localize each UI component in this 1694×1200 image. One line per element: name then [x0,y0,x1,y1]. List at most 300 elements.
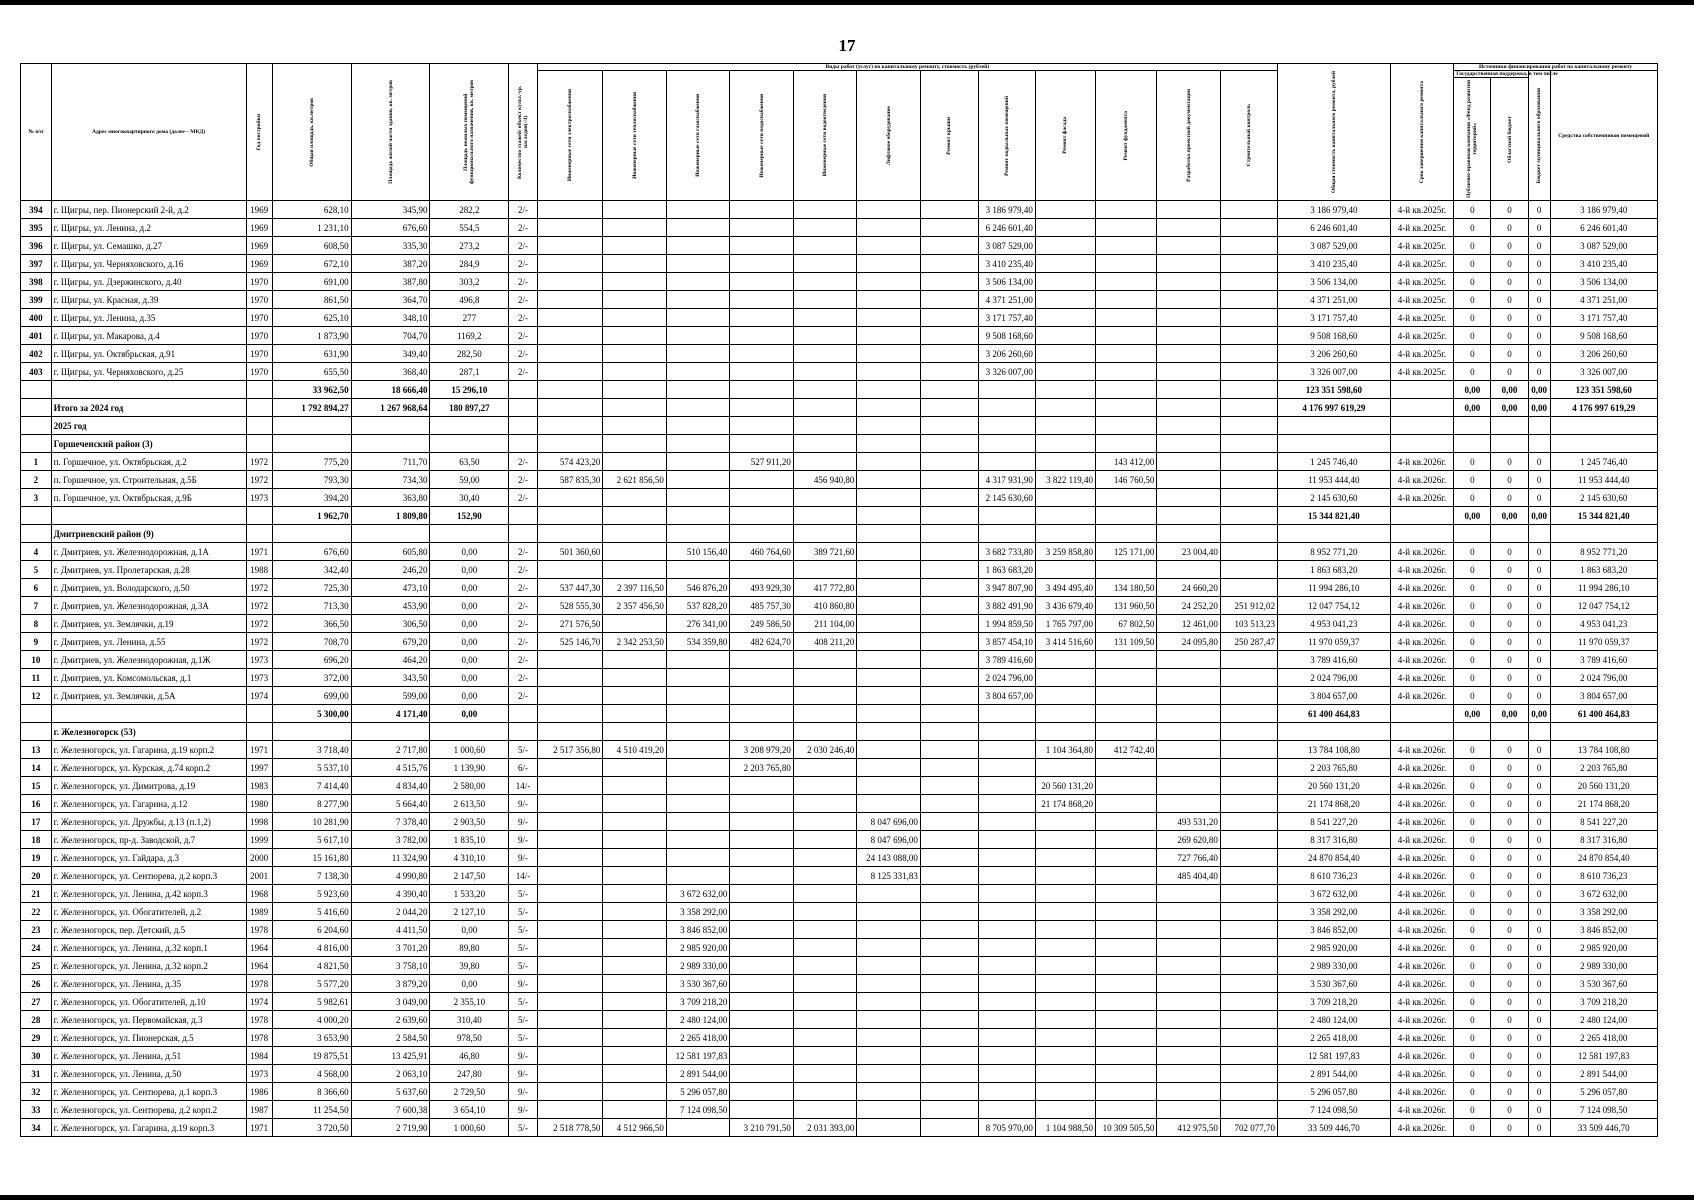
row-number: 402 [21,345,52,363]
row-living-area: 679,20 [351,633,430,651]
row-nonres-area: 0,00 [430,543,509,561]
row-owners: 3 789 416,60 [1550,651,1657,669]
row-work-7: 2 145 630,60 [978,489,1035,507]
row-work-8 [1035,345,1095,363]
row-floors: 9/- [509,813,537,831]
row-work-10 [1157,903,1221,921]
row-term: 4-й кв.2026г. [1390,885,1454,903]
row-work-10 [1157,489,1221,507]
section-empty [1491,723,1528,741]
row-floors: 9/- [509,1083,537,1101]
subtotal-work-4 [793,381,857,399]
row-term: 4-й кв.2026г. [1390,975,1454,993]
row-work-10 [1157,885,1221,903]
row-work-9 [1096,345,1157,363]
row-work-8: 1 104 988,50 [1035,1119,1095,1137]
row-work-1: 4 512 966,50 [603,1119,667,1137]
row-work-1 [603,867,667,885]
row-work-5 [857,669,921,687]
subtotal-work-11 [1220,507,1277,525]
row-work-4 [793,1047,857,1065]
row-total-area: 5 416,60 [272,903,351,921]
table-row [21,561,1658,579]
header-nonres-area: Площадь нежилых помещений функционального назначения, кв. метров [463,79,476,185]
row-term: 4-й кв.2026г. [1390,633,1454,651]
row-work-7 [978,921,1035,939]
row-term: 4-й кв.2026г. [1390,867,1454,885]
row-work-2: 534 359,80 [666,633,730,651]
row-total-area: 672,10 [272,255,351,273]
row-total-area: 775,20 [272,453,351,471]
row-total-cost: 11 970 059,37 [1277,633,1390,651]
row-work-10: 23 004,40 [1157,543,1221,561]
row-number: 396 [21,237,52,255]
row-public-law: 0 [1454,1101,1491,1119]
row-work-2 [666,345,730,363]
row-work-11 [1220,579,1277,597]
row-municipal: 0 [1528,993,1550,1011]
table-row [21,201,1658,219]
row-work-10 [1157,255,1221,273]
header-floors: Количество этажей/ объект культ.-ур. наследия(-/1) [516,85,529,179]
row-work-6 [920,219,978,237]
row-floors: 2/- [509,669,537,687]
table-row [21,615,1658,633]
row-year: 1970 [246,345,272,363]
row-year: 1971 [246,543,272,561]
row-owners: 1 245 746,40 [1550,453,1657,471]
row-work-3 [730,273,794,291]
row-work-4: 2 030 246,40 [793,741,857,759]
subtotal-label [51,507,246,525]
row-work-0 [537,993,603,1011]
row-work-3 [730,291,794,309]
subtotal-work-6 [920,507,978,525]
row-work-7 [978,1047,1035,1065]
row-work-2: 3 709 218,20 [666,993,730,1011]
row-public-law: 0 [1454,939,1491,957]
row-work-2: 2 989 330,00 [666,957,730,975]
row-address: г. Железногорск, ул. Первомайская, д.3 [51,1011,246,1029]
row-work-1 [603,615,667,633]
row-year: 1978 [246,921,272,939]
row-owners: 3 804 657,00 [1550,687,1657,705]
row-address: г. Щигры, ул. Ленина, д.35 [51,309,246,327]
row-work-8 [1035,867,1095,885]
subtotal-owners: 15 344 821,40 [1550,507,1657,525]
row-total-cost: 2 145 630,60 [1277,489,1390,507]
row-work-10: 269 620,80 [1157,831,1221,849]
row-public-law: 0 [1454,579,1491,597]
row-work-1: 2 357 456,50 [603,597,667,615]
row-work-3 [730,921,794,939]
row-nonres-area: 4 310,10 [430,849,509,867]
row-work-10 [1157,939,1221,957]
row-work-8 [1035,561,1095,579]
row-owners: 3 186 979,40 [1550,201,1657,219]
row-work-0 [537,813,603,831]
row-municipal: 0 [1528,885,1550,903]
row-number: 10 [21,651,52,669]
table-row [21,633,1658,651]
row-living-area: 246,20 [351,561,430,579]
header-regional: Областной бюджет [1506,115,1513,163]
row-work-3: 3 208 979,20 [730,741,794,759]
row-total-cost: 9 508 168,60 [1277,327,1390,345]
row-work-5 [857,471,921,489]
row-public-law: 0 [1454,363,1491,381]
row-term: 4-й кв.2026г. [1390,759,1454,777]
row-municipal: 0 [1528,921,1550,939]
row-number: 1 [21,453,52,471]
row-work-11 [1220,273,1277,291]
row-work-9 [1096,885,1157,903]
row-total-area: 3 653,90 [272,1029,351,1047]
section-empty [1277,525,1390,543]
row-total-area: 8 366,60 [272,1083,351,1101]
table-row [21,543,1658,561]
row-work-3: 527 911,20 [730,453,794,471]
row-number: 32 [21,1083,52,1101]
row-work-7 [978,777,1035,795]
row-year: 1971 [246,1119,272,1137]
row-total-cost: 7 124 098,50 [1277,1101,1390,1119]
row-floors: 2/- [509,453,537,471]
section-empty [1528,723,1550,741]
row-work-4: 2 031 393,00 [793,1119,857,1137]
subtotal-work-5 [857,705,921,723]
row-work-4 [793,849,857,867]
subtotal-regional: 0,00 [1491,705,1528,723]
row-living-area: 3 782,00 [351,831,430,849]
section-empty [1491,435,1528,453]
row-work-10 [1157,777,1221,795]
row-work-7: 3 087 529,00 [978,237,1035,255]
row-regional: 0 [1491,687,1528,705]
section-empty [1454,417,1491,435]
row-number: 394 [21,201,52,219]
row-work-4 [793,291,857,309]
row-nonres-area: 2 729,50 [430,1083,509,1101]
row-floors: 9/- [509,831,537,849]
row-municipal: 0 [1528,903,1550,921]
table-row [21,813,1658,831]
row-owners: 2 145 630,60 [1550,489,1657,507]
section-empty [272,723,351,741]
row-work-5 [857,687,921,705]
row-municipal: 0 [1528,759,1550,777]
subtotal-year [246,399,272,417]
row-total-cost: 20 560 131,20 [1277,777,1390,795]
subtotal-label [51,381,246,399]
row-municipal: 0 [1528,849,1550,867]
row-regional: 0 [1491,903,1528,921]
row-total-cost: 3 186 979,40 [1277,201,1390,219]
row-work-6 [920,453,978,471]
section-empty [603,525,667,543]
row-year: 1970 [246,291,272,309]
subtotal-work-0 [537,507,603,525]
subtotal-row [21,705,1658,723]
row-public-law: 0 [1454,1011,1491,1029]
row-year: 1999 [246,831,272,849]
row-work-5 [857,543,921,561]
header-term: Срок завершения капитального ремонта [1418,80,1425,184]
row-work-8 [1035,1083,1095,1101]
row-total-area: 5 537,10 [272,759,351,777]
row-work-8 [1035,237,1095,255]
row-work-4: 417 772,80 [793,579,857,597]
row-total-cost: 2 265 418,00 [1277,1029,1390,1047]
row-owners: 3 358 292,00 [1550,903,1657,921]
row-work-3 [730,1101,794,1119]
row-public-law: 0 [1454,543,1491,561]
subtotal-year [246,507,272,525]
table-row [21,345,1658,363]
row-term: 4-й кв.2026г. [1390,795,1454,813]
row-owners: 2 985 920,00 [1550,939,1657,957]
row-work-11 [1220,669,1277,687]
row-work-9 [1096,561,1157,579]
section-empty [1157,525,1221,543]
subtotal-work-1 [603,381,667,399]
row-work-3: 460 764,60 [730,543,794,561]
row-work-4 [793,921,857,939]
row-year: 1972 [246,633,272,651]
row-nonres-area: 1 533,20 [430,885,509,903]
row-work-7: 3 186 979,40 [978,201,1035,219]
row-work-2 [666,651,730,669]
subtotal-floors [509,507,537,525]
row-year: 1988 [246,561,272,579]
row-public-law: 0 [1454,741,1491,759]
row-address: п. Горшечное, ул. Октябрьская, д.2 [51,453,246,471]
row-nonres-area: 554,5 [430,219,509,237]
row-owners: 33 509 446,70 [1550,1119,1657,1137]
row-work-2: 546 876,20 [666,579,730,597]
row-number: 8 [21,615,52,633]
subtotal-work-8 [1035,507,1095,525]
row-total-area: 4 816,00 [272,939,351,957]
row-owners: 3 326 007,00 [1550,363,1657,381]
row-owners: 11 970 059,37 [1550,633,1657,651]
row-address: г. Щигры, ул. Макарова, д.4 [51,327,246,345]
subtotal-work-8 [1035,381,1095,399]
row-owners: 11 953 444,40 [1550,471,1657,489]
row-work-10 [1157,1083,1221,1101]
row-living-area: 2 717,80 [351,741,430,759]
row-number: 401 [21,327,52,345]
row-work-2 [666,201,730,219]
row-work-1 [603,1101,667,1119]
row-address: г. Железногорск, ул. Ленина, д.51 [51,1047,246,1065]
row-work-0 [537,1047,603,1065]
row-year: 1978 [246,1029,272,1047]
row-work-11 [1220,939,1277,957]
row-total-cost: 3 171 757,40 [1277,309,1390,327]
row-living-area: 364,70 [351,291,430,309]
row-work-8 [1035,219,1095,237]
table-row [21,363,1658,381]
subtotal-owners: 4 176 997 619,29 [1550,399,1657,417]
row-term: 4-й кв.2026г. [1390,687,1454,705]
row-public-law: 0 [1454,849,1491,867]
row-work-2 [666,255,730,273]
row-total-cost: 3 672 632,00 [1277,885,1390,903]
row-work-6 [920,561,978,579]
row-floors: 9/- [509,975,537,993]
row-number: 14 [21,759,52,777]
subtotal-term [1390,507,1454,525]
row-living-area: 676,60 [351,219,430,237]
section-empty [1550,417,1657,435]
table-row [21,687,1658,705]
row-work-11: 103 513,23 [1220,615,1277,633]
table-row [21,831,1658,849]
section-heading-row [21,417,1658,435]
section-empty [537,417,603,435]
table-row [21,309,1658,327]
row-floors: 2/- [509,201,537,219]
row-work-11 [1220,831,1277,849]
row-address: г. Щигры, ул. Красная, д.39 [51,291,246,309]
row-term: 4-й кв.2026г. [1390,777,1454,795]
row-public-law: 0 [1454,1119,1491,1137]
row-living-area: 348,10 [351,309,430,327]
row-work-4 [793,1029,857,1047]
row-work-10 [1157,471,1221,489]
section-empty [246,723,272,741]
row-municipal: 0 [1528,867,1550,885]
row-address: г. Дмитриев, ул. Железнодорожная, д.3А [51,597,246,615]
subtotal-work-3 [730,381,794,399]
row-work-5: 8 125 331,83 [857,867,921,885]
section-empty [603,417,667,435]
row-total-area: 713,30 [272,597,351,615]
subtotal-work-8 [1035,705,1095,723]
row-term: 4-й кв.2026г. [1390,579,1454,597]
row-work-9 [1096,1083,1157,1101]
row-work-11 [1220,363,1277,381]
row-work-11 [1220,489,1277,507]
row-nonres-area: 0,00 [430,597,509,615]
row-living-area: 473,10 [351,579,430,597]
row-total-area: 366,50 [272,615,351,633]
section-empty [1035,525,1095,543]
row-work-5 [857,1083,921,1101]
subtotal-municipal: 0,00 [1528,705,1550,723]
row-work-11 [1220,813,1277,831]
row-work-1 [603,849,667,867]
row-work-2 [666,849,730,867]
row-regional: 0 [1491,345,1528,363]
row-work-9 [1096,1029,1157,1047]
row-work-7 [978,831,1035,849]
subtotal-owners: 61 400 464,83 [1550,705,1657,723]
row-nonres-area: 63,50 [430,453,509,471]
row-work-2 [666,741,730,759]
row-nonres-area: 89,80 [430,939,509,957]
page-number: 17 [838,36,856,55]
row-nonres-area: 0,00 [430,579,509,597]
row-living-area: 3 701,20 [351,939,430,957]
section-empty [351,525,430,543]
row-work-11 [1220,1083,1277,1101]
row-work-3 [730,237,794,255]
row-living-area: 4 990,80 [351,867,430,885]
section-empty [920,417,978,435]
row-work-11 [1220,1065,1277,1083]
section-empty [857,417,921,435]
subtotal-living-area: 1 267 968,64 [351,399,430,417]
row-municipal: 0 [1528,345,1550,363]
row-work-6 [920,993,978,1011]
row-public-law: 0 [1454,273,1491,291]
row-work-0 [537,921,603,939]
row-floors: 9/- [509,1047,537,1065]
subtotal-work-0 [537,381,603,399]
row-work-9 [1096,201,1157,219]
row-total-cost: 4 953 041,23 [1277,615,1390,633]
row-number: 5 [21,561,52,579]
row-work-9 [1096,1011,1157,1029]
subtotal-work-10 [1157,381,1221,399]
table-row [21,759,1658,777]
row-address: г. Железногорск, ул. Гагарина, д.12 [51,795,246,813]
section-empty [1220,435,1277,453]
section-empty [1277,417,1390,435]
row-regional: 0 [1491,777,1528,795]
row-work-0 [537,669,603,687]
row-owners: 3 206 260,60 [1550,345,1657,363]
subtotal-year [246,381,272,399]
row-address: г. Железногорск, ул. Ленина, д.42 корп.3 [51,885,246,903]
row-work-9 [1096,669,1157,687]
row-regional: 0 [1491,1083,1528,1101]
row-work-7 [978,1083,1035,1101]
row-work-2 [666,687,730,705]
section-empty [793,525,857,543]
row-year: 1973 [246,651,272,669]
row-number: 403 [21,363,52,381]
row-work-8: 21 174 868,20 [1035,795,1095,813]
row-regional: 0 [1491,813,1528,831]
row-regional: 0 [1491,795,1528,813]
subtotal-label [51,705,246,723]
row-work-7 [978,903,1035,921]
row-public-law: 0 [1454,453,1491,471]
row-number: 399 [21,291,52,309]
row-work-3 [730,939,794,957]
row-work-11 [1220,975,1277,993]
row-municipal: 0 [1528,669,1550,687]
row-living-area: 363,80 [351,489,430,507]
row-floors: 2/- [509,561,537,579]
row-work-9: 146 760,50 [1096,471,1157,489]
row-work-8 [1035,1065,1095,1083]
row-year: 1980 [246,795,272,813]
row-work-10: 12 461,00 [1157,615,1221,633]
row-work-9 [1096,975,1157,993]
row-work-6 [920,903,978,921]
row-work-1 [603,903,667,921]
row-floors: 9/- [509,1065,537,1083]
row-number: 400 [21,309,52,327]
section-empty [1550,525,1657,543]
header-work-8: Ремонт фасада [1062,117,1069,154]
row-floors: 9/- [509,795,537,813]
section-empty [537,435,603,453]
